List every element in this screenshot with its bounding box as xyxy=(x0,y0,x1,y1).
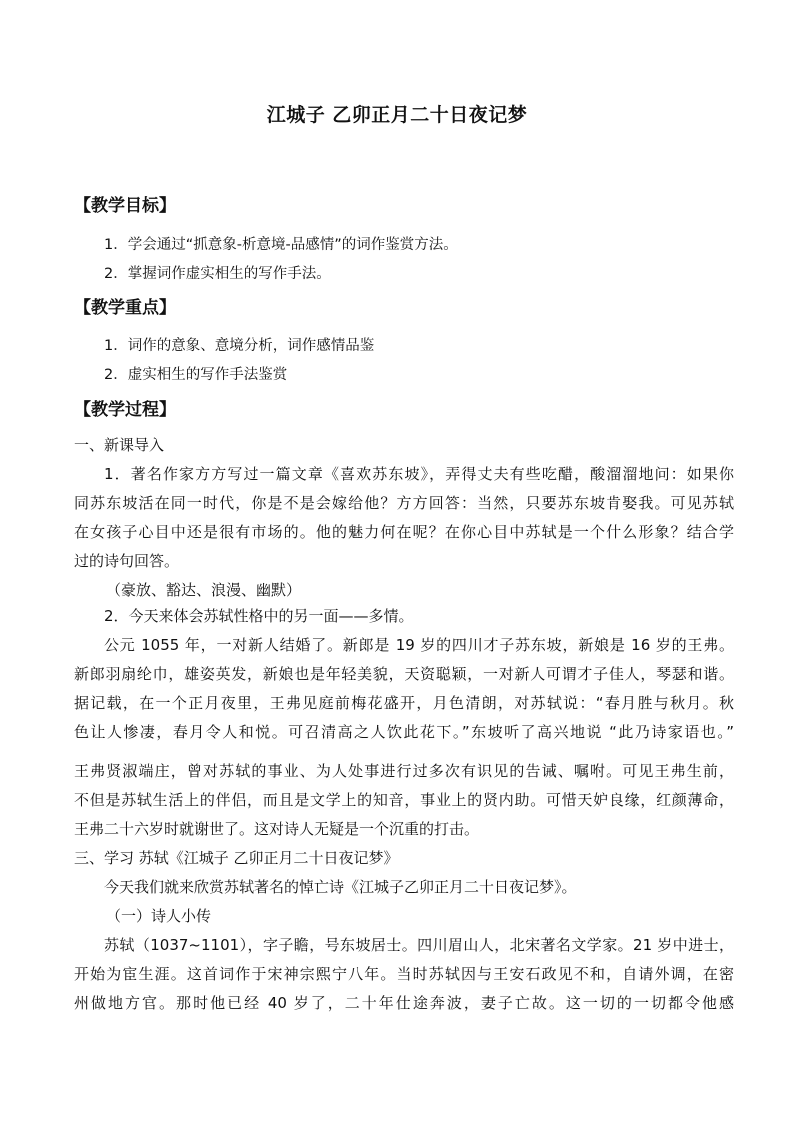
page-title: 江城子 乙卯正月二十日夜记梦 xyxy=(266,104,528,126)
paragraph-line: 王弗贤淑端庄，曾对苏轼的事业、为人处事进行过多次有识见的告诫、嘱咐。可见王弗生前， xyxy=(74,762,734,780)
paragraph-line: 1．著名作家方方写过一篇文章《喜欢苏东坡》，弄得丈夫有些吃醋，酸溜溜地问：如果你 xyxy=(104,465,734,483)
focus-item-1: 1．词作的意象、意境分析，词作感情品鉴 xyxy=(104,338,375,354)
paragraph-line: 苏轼（1037~1101），字子瞻，号东坡居士。四川眉山人，北宋著名文学家。21 岁中进士， xyxy=(104,936,734,954)
paragraph-line: 过的诗句回答。 xyxy=(74,552,180,570)
paragraph-line: 州做地方官。那时他已经 40 岁了，二十年仕途奔波，妻子亡故。这一切的一切都令他感 xyxy=(74,994,734,1012)
subsection-heading: 三、学习 苏轼《江城子 乙卯正月二十日夜记梦》 xyxy=(74,849,399,867)
paragraph-line: 在女孩子心目中还是很有市场的。他的魅力何在呢？在你心目中苏轼是一个什么形象？结合学 xyxy=(74,523,734,541)
subsection-heading: 一、新课导入 xyxy=(74,436,165,454)
paragraph-line: 王弗二十六岁时就谢世了。这对诗人无疑是一个沉重的打击。 xyxy=(74,820,480,838)
paragraph-line: 据记载，在一个正月夜里，王弗见庭前梅花盛开，月色清朗，对苏轼说：“春月胜与秋月。秋 xyxy=(74,694,734,712)
paragraph-line: 2．今天来体会苏轼性格中的另一面——多情。 xyxy=(104,607,414,625)
paragraph-line: 新郎羽扇纶巾，雄姿英发，新娘也是年轻美貌，天资聪颖，一对新人可谓才子佳人，琴瑟和谐。 xyxy=(74,665,734,683)
section-heading-focus: 【教学重点】 xyxy=(74,298,176,318)
subsection-heading: （一）诗人小传 xyxy=(106,907,212,925)
paragraph-line: 公元 1055 年，一对新人结婚了。新郎是 19 岁的四川才子苏东坡，新娘是 16 岁的王弗。 xyxy=(104,636,734,654)
answer-note: （豪放、豁达、浪漫、幽默） xyxy=(106,581,302,599)
focus-item-2: 2．虚实相生的写作手法鉴赏 xyxy=(104,367,288,383)
goal-item-1: 1．学会通过“抓意象-析意境-品感情”的词作鉴赏方法。 xyxy=(104,237,458,253)
paragraph-line: 开始为宦生涯。这首词作于宋神宗熙宁八年。当时苏轼因与王安石政见不和，自请外调，在密 xyxy=(74,965,734,983)
goal-item-2: 2．掌握词作虚实相生的写作手法。 xyxy=(104,266,331,282)
section-heading-goals: 【教学目标】 xyxy=(74,196,176,216)
paragraph-line: 色让人惨凄，春月令人和悦。可召清高之人饮此花下。”东坡听了高兴地说 “此乃诗家语也。” xyxy=(74,723,734,741)
paragraph-line: 不但是苏轼生活上的伴侣，而且是文学上的知音，事业上的贤内助。可惜天妒良缘，红颜薄命， xyxy=(74,791,734,809)
paragraph-line: 同苏东坡活在同一时代，你是不是会嫁给他？方方回答：当然，只要苏东坡肯娶我。可见苏轼 xyxy=(74,494,734,512)
section-heading-process: 【教学过程】 xyxy=(74,400,176,420)
paragraph-line: 今天我们就来欣赏苏轼著名的悼亡诗《江城子乙卯正月二十日夜记梦》。 xyxy=(104,878,577,896)
